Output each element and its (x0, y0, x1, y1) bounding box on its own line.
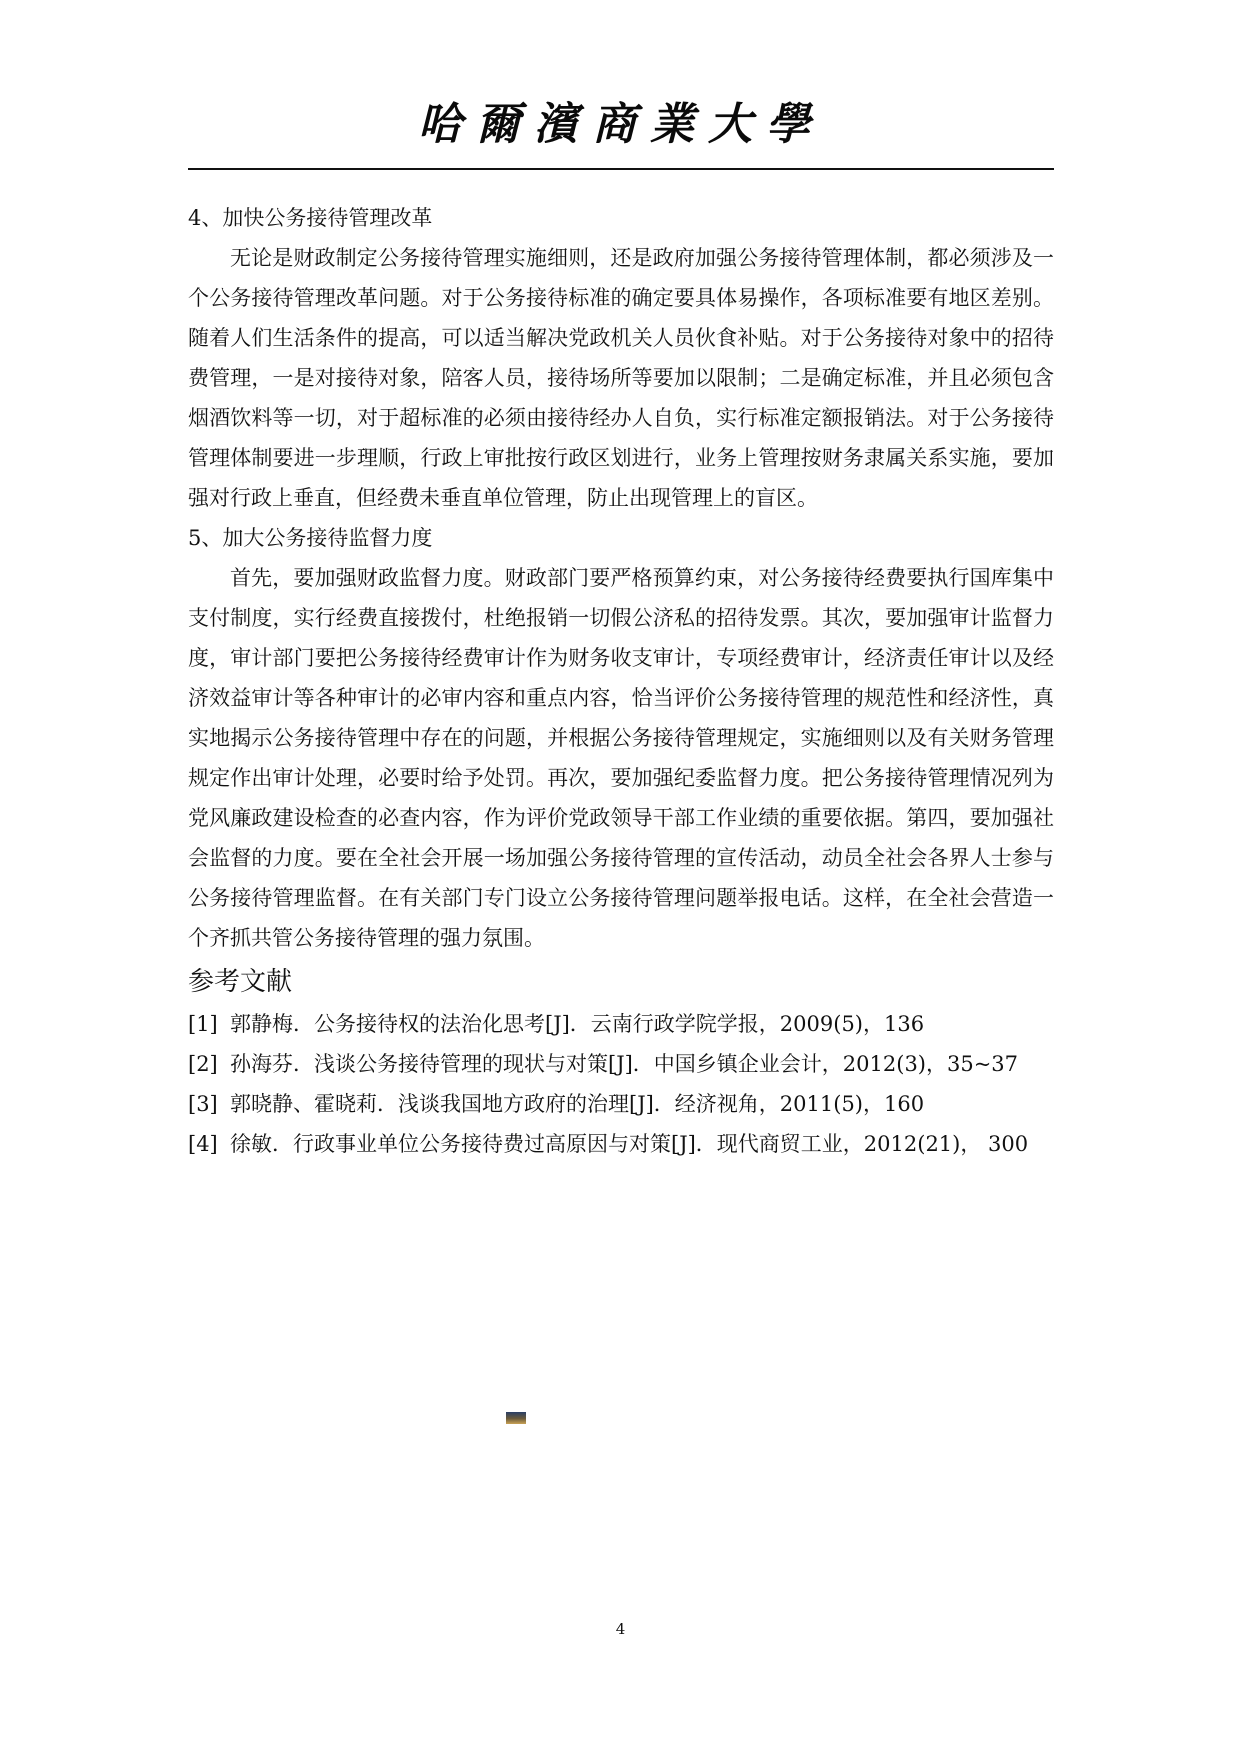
reference-item (188, 1004, 1054, 1044)
reference-item (188, 1044, 1054, 1084)
page-number: 4 (615, 1620, 626, 1638)
section-paragraph-4: 无论是财政制定公务接待管理实施细则，还是政府加强公务接待管理体制，都必须涉及一个公务接待管理改革问题。对于公务接待标准的确定要具体易操作，各项标准要有地区差别。随着人们生活条件的提高，可以适当解决党政机关人员伙食补贴。对于公务接待对象中的招待费管理，一是对接待对象，陪客人员，接待场所等要加以限制；二是确定标准，并且必须包含烟酒饮料等一切，对于超标准的必须由接待经办人自负，实行标准定额报销法。对于公务接待管理体制要进一步理顺，行政上审批按行政区划进行，业务上管理按财务隶属关系实施，要加强对行政上垂直，但经费未垂直单位管理，防止出现管理上的盲区。 (188, 246, 1054, 510)
reference-text: 孙海芬．浅谈公务接待管理的现状与对策[J]．中国乡镇企业会计，2012(3)，35~37 (230, 1052, 1019, 1076)
reference-text: 郭晓静、霍晓莉．浅谈我国地方政府的治理[J]．经济视角，2011(5)，160 (230, 1092, 925, 1116)
university-name: 哈爾濱商業大學 (418, 99, 824, 150)
section-heading-5: 5、加大公务接待监督力度 (188, 526, 433, 550)
reference-number: [4] (188, 1132, 218, 1156)
reference-text: 徐敏．行政事业单位公务接待费过高原因与对策[J]．现代商贸工业，2012(21)， 300 (230, 1132, 1029, 1156)
embedded-image-thumbnail (506, 1412, 526, 1424)
reference-item (188, 1124, 1054, 1164)
reference-number: [1] (188, 1012, 218, 1036)
document-body (188, 198, 1054, 1164)
section-paragraph-5: 首先，要加强财政监督力度。财政部门要严格预算约束，对公务接待经费要执行国库集中支付制度，实行经费直接拨付，杜绝报销一切假公济私的招待发票。其次，要加强审计监督力度，审计部门要把公务接待经费审计作为财务收支审计，专项经费审计，经济责任审计以及经济效益审计等各种审计的必审内容和重点内容，恰当评价公务接待管理的规范性和经济性，真实地揭示公务接待管理中存在的问题，并根据公务接待管理规定，实施细则以及有关财务管理规定作出审计处理，必要时给予处罚。再次，要加强纪委监督力度。把公务接待管理情况列为党风廉政建设检查的必查内容，作为评价党政领导干部工作业绩的重要依据。第四，要加强社会监督的力度。要在全社会开展一场加强公务接待管理的宣传活动，动员全社会各界人士参与公务接待管理监督。在有关部门专门设立公务接待管理问题举报电话。这样，在全社会营造一个齐抓共管公务接待管理的强力氛围。 (188, 566, 1054, 950)
page-header (188, 88, 1054, 148)
reference-item (188, 1084, 1054, 1124)
section-heading-4: 4、加快公务接待管理改革 (188, 206, 433, 230)
references-title: 参考文献 (188, 967, 293, 997)
reference-text: 郭静梅．公务接待权的法治化思考[J]．云南行政学院学报，2009(5)，136 (230, 1012, 925, 1036)
reference-number: [3] (188, 1092, 218, 1116)
reference-number: [2] (188, 1052, 218, 1076)
header-rule (188, 168, 1054, 170)
